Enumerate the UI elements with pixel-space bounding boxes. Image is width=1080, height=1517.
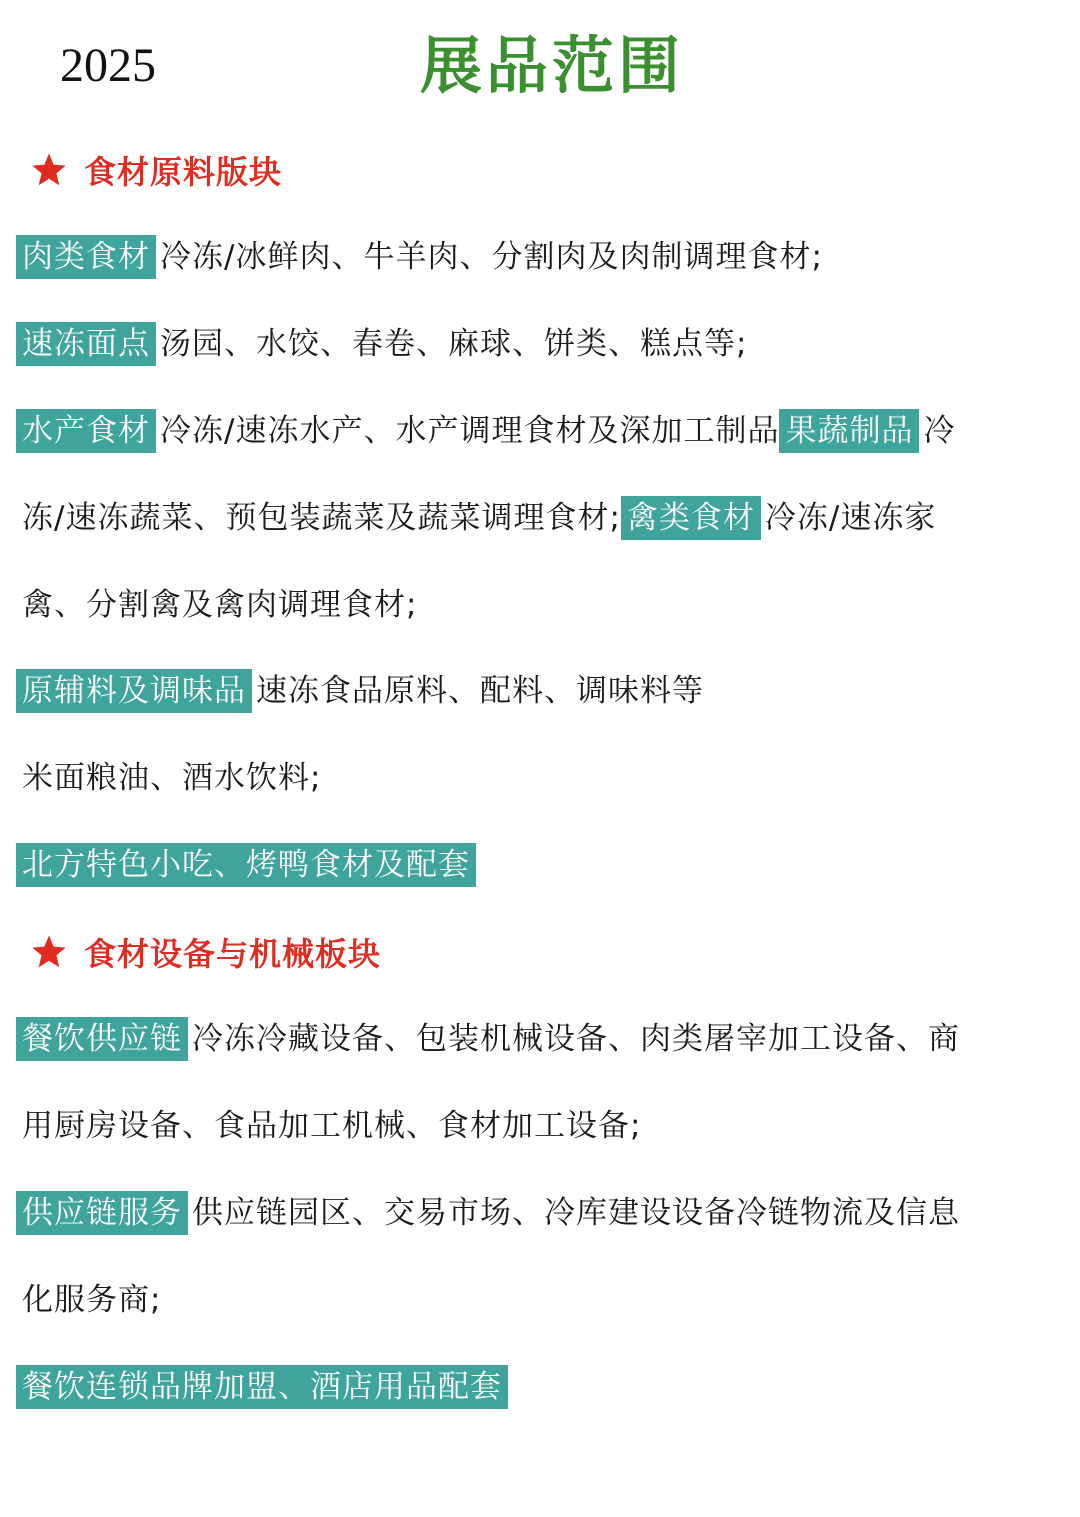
category-desc: 米面粮油、酒水饮料; [22,760,322,796]
category-tag: 禽类食材 [621,496,761,540]
category-tag: 水产食材 [16,409,156,453]
category-tag: 原辅料及调味品 [16,669,252,713]
star-icon [30,151,68,189]
category-tag: 果蔬制品 [779,409,919,453]
section-header-equipment [30,927,381,977]
section-header-ingredients [30,145,282,195]
category-desc: 化服务商; [22,1282,162,1318]
category-tag: 肉类食材 [16,235,156,279]
category-desc: 冷冻/速冻水产、水产调理食材及深加工制品 [160,413,780,449]
list-item [16,1277,1066,1323]
category-desc: 冻/速冻蔬菜、预包装蔬菜及蔬菜调理食材; [22,500,621,536]
page-title: 展品范围 [420,29,685,102]
category-tag: 餐饮供应链 [16,1017,188,1061]
category-tag: 速冻面点 [16,322,156,366]
list-item [16,495,1066,541]
category-desc: 汤园、水饺、春卷、麻球、饼类、糕点等; [160,326,748,362]
category-tag: 供应链服务 [16,1191,188,1235]
category-desc: 供应链园区、交易市场、冷库建设设备冷链物流及信息 [192,1195,960,1231]
list-item [16,234,1066,280]
section-title-equipment: 食材设备与机械板块 [84,935,382,973]
list-item [16,668,1066,714]
star-icon [30,933,68,971]
category-desc: 冷冻/冰鲜肉、牛羊肉、分割肉及肉制调理食材; [160,239,823,275]
section-title-ingredients: 食材原料版块 [84,153,283,191]
list-item [16,1190,1066,1236]
list-item [16,1103,1066,1149]
list-item [16,408,1066,454]
list-item [16,1016,1066,1062]
category-tag: 北方特色小吃、烤鸭食材及配套 [16,843,476,887]
list-item [16,582,1066,628]
category-tag: 餐饮连锁品牌加盟、酒店用品配套 [16,1365,508,1409]
category-desc: 用厨房设备、食品加工机械、食材加工设备; [22,1108,642,1144]
category-desc: 速冻食品原料、配料、调味料等 [256,673,704,709]
list-item [16,1364,1066,1410]
category-desc: 冷冻冷藏设备、包装机械设备、肉类屠宰加工设备、商 [192,1021,960,1057]
year-label: 2025 [60,39,156,92]
category-desc: 冷 [923,413,956,449]
list-item [16,755,1066,801]
list-item [16,321,1066,367]
category-desc: 禽、分割禽及禽肉调理食材; [22,587,418,623]
category-desc: 冷冻/速冻家 [764,500,937,536]
list-item [16,842,1066,888]
